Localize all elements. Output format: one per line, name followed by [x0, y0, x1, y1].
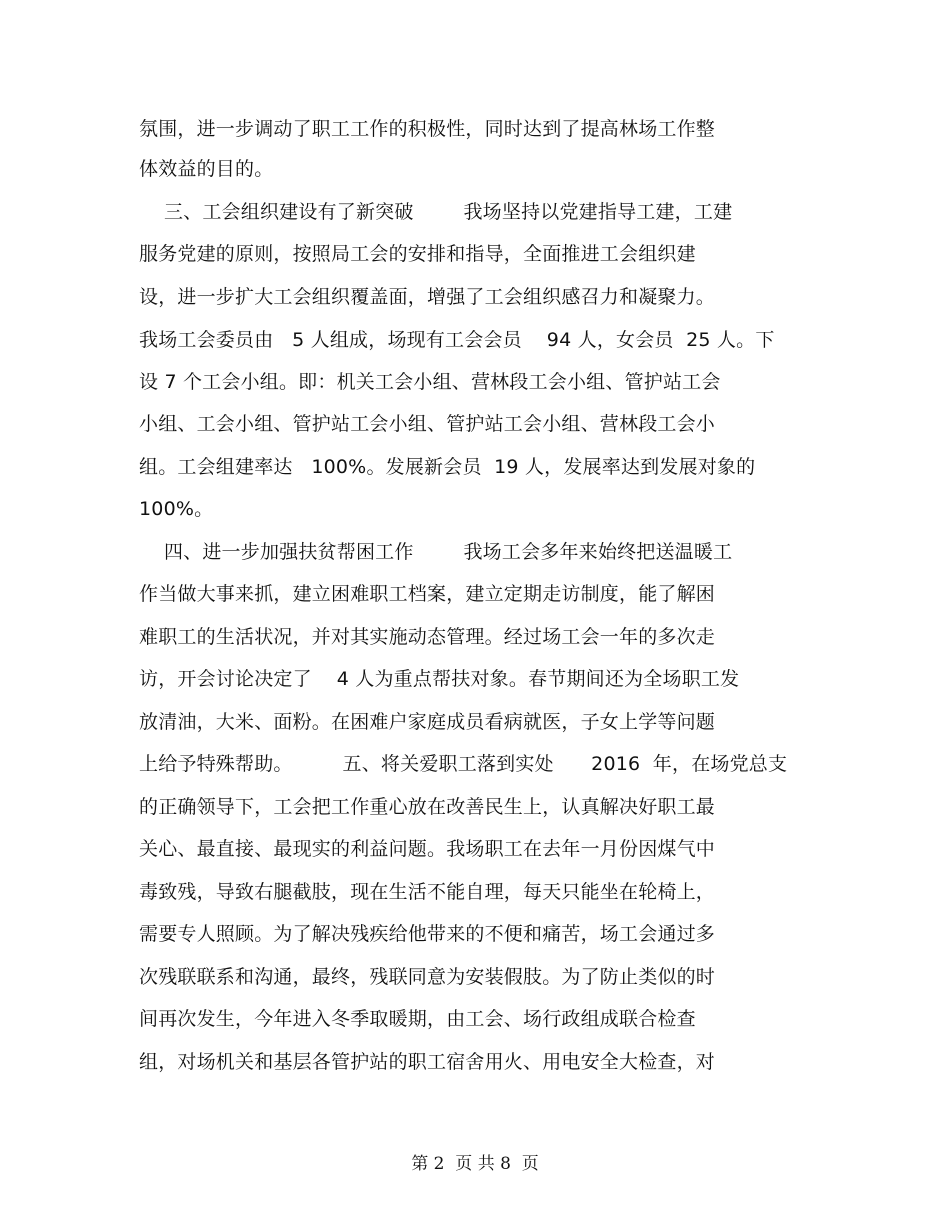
page-number-footer: 第 2 页 共 8 页	[411, 1154, 539, 1174]
text-line: 设，进一步扩大工会组织覆盖面，增强了工会组织感召力和凝聚力。	[139, 286, 716, 308]
text-line: 设 7 个工会小组。即：机关工会小组、营林段工会小组、管护站工会	[139, 371, 721, 393]
text-line: 毒致残，导致右腿截肢，现在生活不能自理，每天只能坐在轮椅上，	[139, 881, 716, 903]
text-line: 放清油，大米、面粉。在困难户家庭成员看病就医，子女上学等问题	[139, 711, 716, 733]
text-line: 组，对场机关和基层各管护站的职工宿舍用火、用电安全大检查，对	[139, 1051, 716, 1073]
text-line: 次残联联系和沟通，最终，残联同意为安装假肢。为了防止类似的时	[139, 966, 716, 988]
text-line: 四、进一步加强扶贫帮困工作 我场工会多年来始终把送温暖工	[139, 541, 733, 563]
text-line: 难职工的生活状况，并对其实施动态管理。经过场工会一年的多次走	[139, 626, 716, 648]
text-line: 组。工会组建率达 100%。发展新会员 19 人，发展率达到发展对象的	[139, 456, 756, 478]
text-line: 体效益的目的。	[139, 158, 274, 180]
text-line: 服务党建的原则，按照局工会的安排和指导，全面推进工会组织建	[139, 243, 696, 265]
text-line: 小组、工会小组、管护站工会小组、管护站工会小组、营林段工会小	[139, 413, 716, 435]
text-line: 间再次发生，今年进入冬季取暖期，由工会、场行政组成联合检查	[139, 1008, 696, 1030]
text-line: 访，开会讨论决定了 4 人为重点帮扶对象。春节期间还为全场职工发	[139, 668, 740, 690]
text-line: 关心、最直接、最现实的利益问题。我场职工在去年一月份因煤气中	[139, 838, 716, 860]
text-line: 需要专人照顾。为了解决残疾给他带来的不便和痛苦，场工会通过多	[139, 923, 716, 945]
text-line: 三、工会组织建设有了新突破 我场坚持以党建指导工建，工建	[139, 201, 733, 223]
text-line: 的正确领导下，工会把工作重心放在改善民生上，认真解决好职工最	[139, 796, 716, 818]
text-line: 上给予特殊帮助。 五、将关爱职工落到实处 2016 年，在场党总支	[139, 753, 788, 775]
text-line: 作当做大事来抓，建立困难职工档案，建立定期走访制度，能了解困	[139, 583, 716, 605]
text-line: 氛围，进一步调动了职工工作的积极性，同时达到了提高林场工作整	[139, 118, 716, 140]
text-line: 100%。	[139, 498, 214, 520]
text-line: 我场工会委员由 5 人组成，场现有工会会员 94 人，女会员 25 人。下	[139, 329, 775, 351]
